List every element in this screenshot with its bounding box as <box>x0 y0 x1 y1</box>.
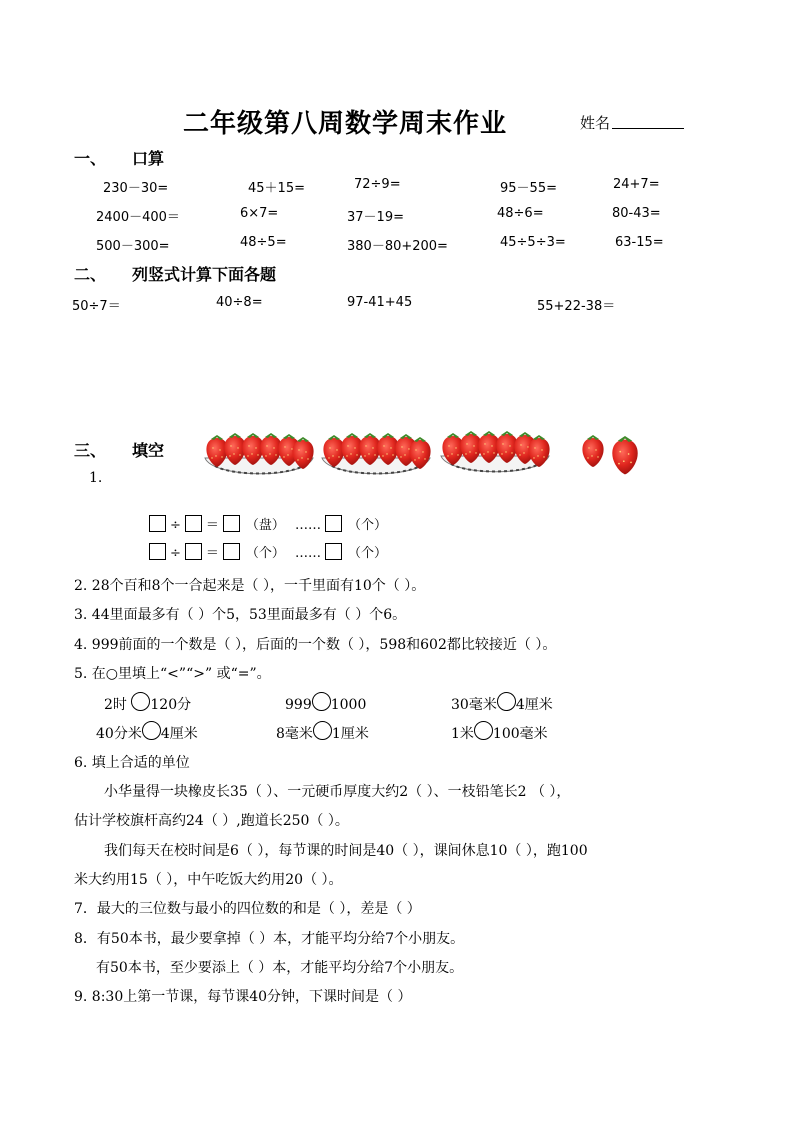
compare-left: 2时 <box>104 697 127 713</box>
unit-label: （个） <box>347 546 387 561</box>
remainder-dots: …… <box>294 518 321 533</box>
question-6-line-4: 米大约用15（ ），中午吃饭大约用20（ ）。 <box>74 872 343 888</box>
compare-circle[interactable] <box>131 692 150 711</box>
divide-sign: ÷ <box>170 518 181 533</box>
strawberry-plates-image <box>203 428 648 490</box>
division-row-2 <box>149 542 393 561</box>
compare-left: 1米 <box>451 726 474 742</box>
section-title: 列竖式计算下面各题 <box>132 265 277 284</box>
answer-box[interactable] <box>223 515 240 532</box>
compare-right: 1000 <box>330 697 367 713</box>
oral-item: 37－19= <box>347 210 404 225</box>
question-2: 2. 28个百和8个一合起来是（ ），一千里面有10个（ ）。 <box>74 578 426 594</box>
oral-item: 6×7= <box>240 206 279 221</box>
unit-label: （个） <box>245 546 285 561</box>
compare-circle[interactable] <box>497 692 516 711</box>
answer-box[interactable] <box>185 515 202 532</box>
answer-box[interactable] <box>149 543 166 560</box>
question-6-line-3: 我们每天在校时间是6（ ），每节课的时间是40（ ），课间休息10（ ），跑100 <box>104 843 588 859</box>
oral-item: 45÷5÷3= <box>500 235 566 250</box>
answer-box[interactable] <box>325 515 342 532</box>
answer-box[interactable] <box>325 543 342 560</box>
question-8b: 有50本书，至少要添上（ ）本，才能平均分给7个小朋友。 <box>96 960 464 976</box>
section-3-heading <box>74 438 224 458</box>
compare-circle[interactable] <box>313 721 332 740</box>
answer-box[interactable] <box>223 543 240 560</box>
name-label: 姓名 <box>580 114 611 132</box>
compare-left: 40分米 <box>96 726 142 742</box>
compare-right: 4厘米 <box>515 697 553 713</box>
oral-item: 95－55= <box>500 181 557 196</box>
oral-item: 500－300= <box>96 239 170 254</box>
compare-circle[interactable] <box>312 692 331 711</box>
question-3: 3. 44里面最多有（ ）个5，53里面最多有（ ）个6。 <box>74 607 407 623</box>
question-9: 9. 8:30上第一节课，每节课40分钟，下课时间是（ ） <box>74 989 412 1005</box>
compare-left: 999 <box>285 697 312 713</box>
compare-item <box>276 721 369 743</box>
unit-label: （个） <box>347 518 387 533</box>
compare-item <box>451 692 553 714</box>
compare-item <box>104 692 191 714</box>
name-blank[interactable] <box>612 128 684 129</box>
vertical-item: 40÷8= <box>216 295 263 310</box>
compare-left: 30毫米 <box>451 697 497 713</box>
compare-item <box>285 692 366 713</box>
question-6-line-1: 小华量得一块橡皮长35（ ）、一元硬币厚度大约2（ ）、一枝铅笔长2 （ ）， <box>104 784 571 800</box>
division-row-1 <box>149 514 393 533</box>
question-4: 4. 999前面的一个数是（ ），后面的一个数（ ），598和602都比较接近（ ）。 <box>74 637 557 653</box>
answer-box[interactable] <box>185 543 202 560</box>
vertical-item: 55+22-38＝ <box>537 299 616 314</box>
oral-item: 230－30= <box>103 181 169 196</box>
compare-left: 8毫米 <box>276 726 313 742</box>
question-6: 6. 填上合适的单位 <box>74 755 190 771</box>
page-title: 二年级第八周数学周末作业 <box>183 109 508 139</box>
divide-sign: ÷ <box>170 546 181 561</box>
compare-circle[interactable] <box>142 721 161 740</box>
section-2-heading <box>74 262 374 282</box>
question-6-line-2: 估计学校旗杆高约24（ ）,跑道长250（ ）。 <box>74 813 349 829</box>
compare-right: 4厘米 <box>160 726 198 742</box>
question-7: 7．最大的三位数与最小的四位数的和是（ ），差是（ ） <box>74 901 421 917</box>
vertical-item: 50÷7＝ <box>72 299 121 314</box>
question-8a: 8．有50本书，最少要拿掉（ ）本，才能平均分给7个小朋友。 <box>74 931 465 947</box>
equals-sign: ＝ <box>205 518 219 533</box>
section-number: 一、 <box>74 149 107 168</box>
section-1-heading <box>74 146 274 166</box>
compare-item <box>451 721 548 743</box>
remainder-dots: …… <box>294 546 321 561</box>
oral-item: 72÷9= <box>354 177 401 192</box>
section-number: 二、 <box>74 265 107 284</box>
oral-item: 48÷5= <box>240 235 287 250</box>
compare-item <box>96 721 198 743</box>
equals-sign: ＝ <box>205 546 219 561</box>
oral-item: 2400－400＝ <box>96 210 180 225</box>
oral-item: 80-43= <box>612 206 661 221</box>
answer-box[interactable] <box>149 515 166 532</box>
vertical-item: 97-41+45 <box>347 295 413 310</box>
compare-right: 1厘米 <box>331 726 369 742</box>
question-number: 1. <box>89 470 103 486</box>
section-title: 填空 <box>132 441 165 460</box>
oral-item: 48÷6= <box>497 206 544 221</box>
question-5: 5. 在○里填上“<”“>” 或“=”。 <box>74 666 271 682</box>
compare-circle[interactable] <box>474 721 493 740</box>
oral-item: 24+7= <box>613 177 660 192</box>
compare-right: 100毫米 <box>492 726 548 742</box>
oral-item: 63-15= <box>615 235 664 250</box>
unit-label: （盘） <box>245 518 285 533</box>
section-number: 三、 <box>74 441 107 460</box>
oral-item: 380－80+200= <box>347 239 448 254</box>
compare-right: 120分 <box>150 697 192 713</box>
section-title: 口算 <box>132 149 165 168</box>
oral-item: 45＋15= <box>248 181 305 196</box>
